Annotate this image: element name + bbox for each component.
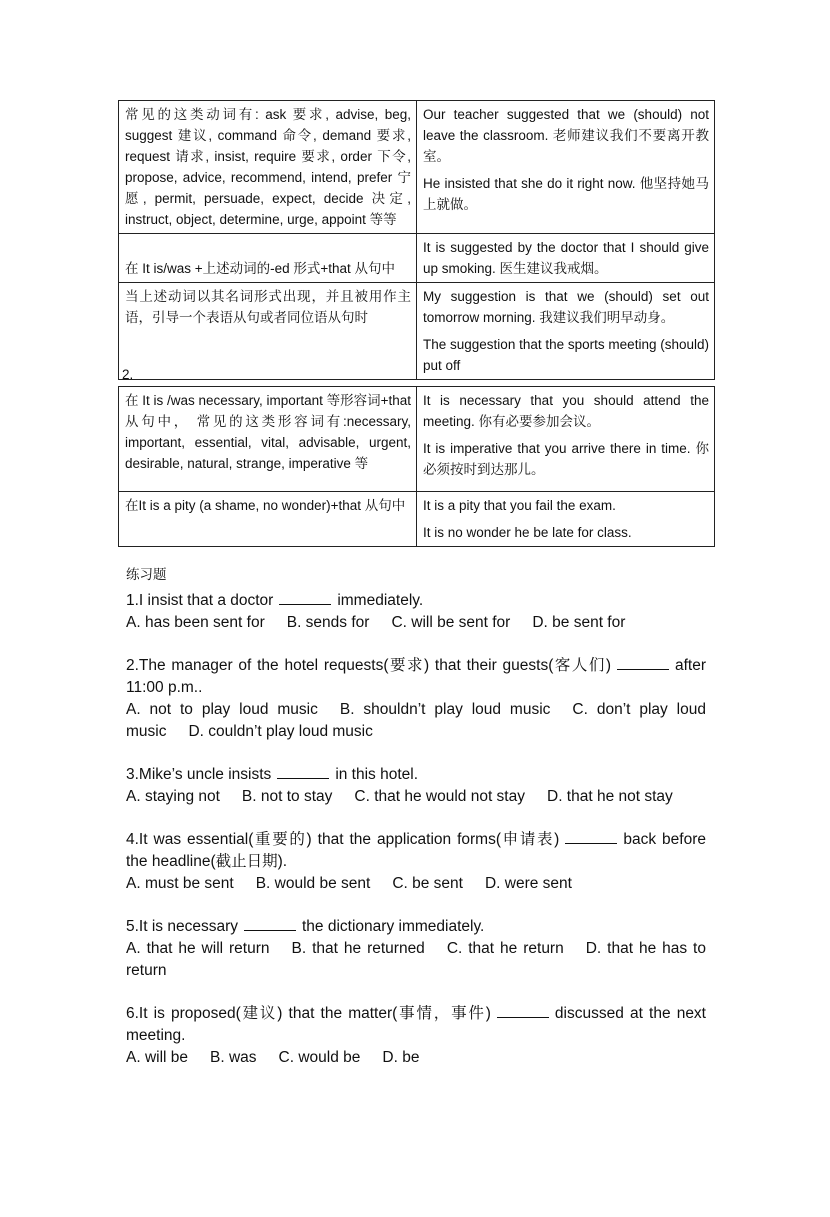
option-b: B. would be sent — [255, 875, 371, 892]
cell-text: 在 It is /was necessary, important 等形容词+that 从句中， 常见的这类形容词有:necessary, important, essential, vital, advisable, urgent, desirable, natural, strange, imperative 等 — [125, 393, 411, 471]
stem-text: back before the headline(截止日期). — [126, 831, 706, 870]
table-cell-left — [119, 387, 417, 492]
table-cell-right — [417, 234, 715, 283]
question — [126, 829, 706, 895]
table-cell-right — [417, 101, 715, 234]
option-b: B. not to stay — [241, 788, 333, 805]
option-c: C. would be — [278, 1049, 361, 1066]
table-row — [119, 234, 715, 283]
option-c: C. will be sent for — [391, 614, 511, 631]
table-row — [119, 101, 715, 234]
table-cell-right — [417, 283, 715, 380]
answer-blank — [244, 916, 296, 931]
option-b: B. shouldn’t play loud music — [339, 701, 551, 718]
table-cell-right — [417, 387, 715, 492]
option-c: C. be sent — [392, 875, 463, 892]
cell-text: The suggestion that the sports meeting (should) put off — [423, 337, 709, 373]
option-a: A. not to play loud music — [126, 701, 318, 718]
question — [126, 655, 706, 743]
question-options — [126, 786, 706, 808]
question-stem — [126, 655, 706, 699]
grammar-table-1 — [118, 100, 715, 380]
table-cell-left — [119, 283, 417, 380]
option-d: D. couldn’t play loud music — [188, 723, 373, 740]
stem-text: 3.Mike’s uncle insists — [126, 766, 272, 783]
option-b: B. sends for — [286, 614, 370, 631]
option-a: A. must be sent — [126, 875, 234, 892]
option-a: A. has been sent for — [126, 614, 265, 631]
cell-text: It is no wonder he be late for class. — [423, 525, 632, 540]
answer-blank — [277, 764, 329, 779]
stem-text: 4.It was essential(重要的) that the application forms(申请表) — [126, 831, 560, 848]
cell-text: He insisted that she do it right now. 他坚持她马上就做。 — [423, 176, 709, 212]
stem-text: 5.It is necessary — [126, 918, 238, 935]
option-d: D. that he not stay — [547, 788, 673, 805]
question — [126, 916, 706, 982]
stem-text: 2.The manager of the hotel requests(要求) that their guests(客人们) — [126, 657, 611, 674]
option-c: C. don’t play loud music — [126, 701, 706, 740]
cell-text: My suggestion is that we (should) set out tomorrow morning. 我建议我们明早动身。 — [423, 289, 709, 325]
option-a: A. that he will return — [126, 940, 270, 957]
question-options — [126, 1047, 706, 1069]
grammar-table-2 — [118, 386, 715, 547]
answer-blank — [279, 590, 331, 605]
cell-text: Our teacher suggested that we (should) not leave the classroom. 老师建议我们不要离开教室。 — [423, 107, 709, 164]
option-c: C. that he return — [446, 940, 564, 957]
cell-text: 常见的这类动词有: ask 要求, advise, beg, suggest 建议, command 命令, demand 要求, request 请求, insist, require 要求, order 下令, propose, advice, recommend, intend, prefer 宁愿, permit, persuade, expect, decide 决定, instruct, object, determine, urge, appoint 等等 — [125, 107, 411, 227]
table-row — [119, 283, 715, 380]
stem-text: immediately. — [337, 592, 424, 609]
question-stem — [126, 1003, 706, 1047]
option-d: D. be — [382, 1049, 420, 1066]
question-stem — [126, 916, 706, 938]
question-options — [126, 699, 706, 743]
question — [126, 590, 706, 634]
question-options — [126, 612, 706, 634]
question-options — [126, 873, 706, 895]
answer-blank — [565, 829, 617, 844]
option-d: D. were sent — [484, 875, 572, 892]
question-options — [126, 938, 706, 982]
option-d: D. that he has to return — [126, 940, 706, 979]
table-cell-left — [119, 492, 417, 547]
table-cell-left — [119, 234, 417, 283]
option-c: C. that he would not stay — [354, 788, 525, 805]
answer-blank — [497, 1003, 549, 1018]
exercise-title: 练习题 — [126, 567, 167, 582]
stem-text: after 11:00 p.m.. — [126, 657, 706, 696]
option-b: B. that he returned — [291, 940, 425, 957]
stem-text: 6.It is proposed(建议) that the matter(事情，事件) — [126, 1005, 491, 1022]
stem-text: discussed at the next meeting. — [126, 1005, 706, 1044]
table-cell-right — [417, 492, 715, 547]
cell-text: It is suggested by the doctor that I should give up smoking. 医生建议我戒烟。 — [423, 240, 709, 276]
option-a: A. will be — [126, 1049, 189, 1066]
cell-text: 在It is a pity (a shame, no wonder)+that 从句中 — [125, 498, 406, 513]
section-number: 2. — [122, 367, 134, 382]
question-stem — [126, 829, 706, 873]
table-cell-left — [119, 101, 417, 234]
stem-text: in this hotel. — [335, 766, 419, 783]
cell-text: It is a pity that you fail the exam. — [423, 498, 616, 513]
question-stem — [126, 590, 706, 612]
question — [126, 1003, 706, 1069]
option-d: D. be sent for — [532, 614, 626, 631]
question-stem — [126, 764, 706, 786]
exercise-section — [126, 564, 706, 1090]
answer-blank — [617, 655, 669, 670]
cell-text: It is necessary that you should attend the meeting. 你有必要参加会议。 — [423, 393, 709, 429]
cell-text: 当上述动词以其名词形式出现，并且被用作主语，引导一个表语从句或者同位语从句时 — [125, 289, 411, 325]
question — [126, 764, 706, 808]
table-row — [119, 387, 715, 492]
option-b: B. was — [210, 1049, 257, 1066]
stem-text: the dictionary immediately. — [302, 918, 485, 935]
cell-text: It is imperative that you arrive there in time. 你必须按时到达那儿。 — [423, 441, 709, 477]
table-row — [119, 492, 715, 547]
option-a: A. staying not — [126, 788, 220, 805]
cell-text: 在 It is/was +上述动词的-ed 形式+that 从句中 — [125, 261, 396, 276]
stem-text: 1.I insist that a doctor — [126, 592, 274, 609]
